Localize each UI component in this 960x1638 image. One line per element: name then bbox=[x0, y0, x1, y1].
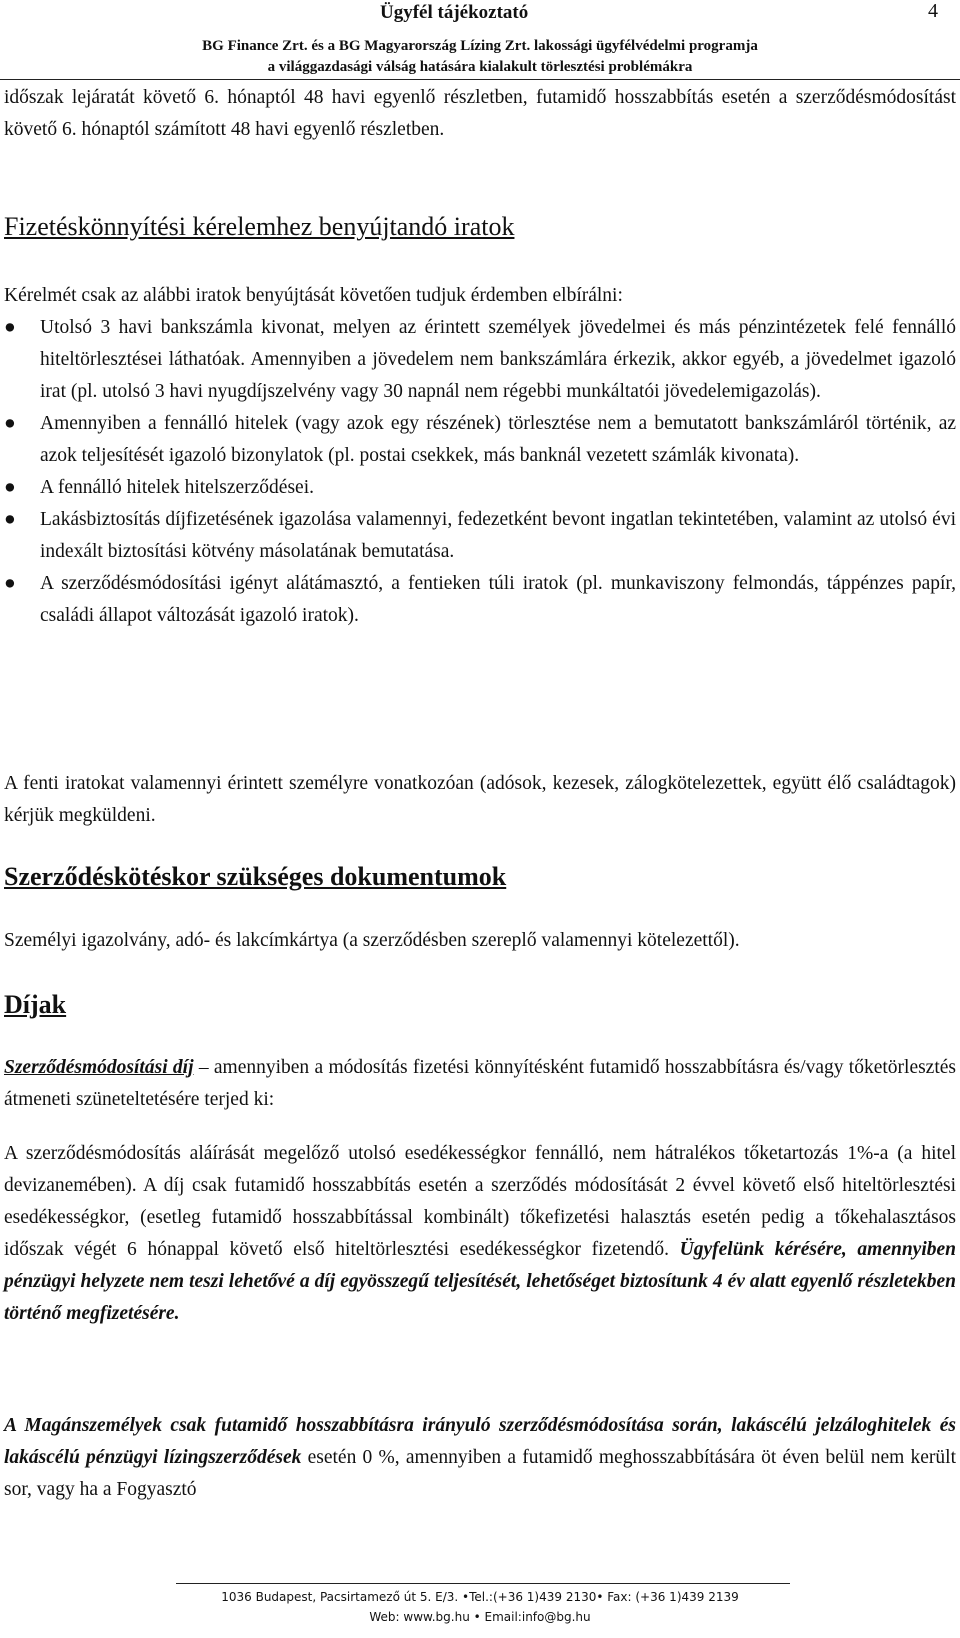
list-item: ● Amennyiben a fennálló hitelek (vagy azok egy részének) törlesztése nem a bemutatott bankszámláról történik, az azok teljesítését igazoló bizonylatok (pl. postai csekkek, más banknál vezetett számlák kivonata). bbox=[0, 408, 956, 472]
section-lead: Kérelmét csak az alábbi iratok benyújtását követően tudjuk érdemben elbírálni: bbox=[4, 285, 623, 306]
page-number: 4 bbox=[928, 0, 938, 22]
private-persons-paragraph bbox=[4, 1410, 956, 1506]
intro-paragraph: időszak lejáratát követő 6. hónaptól 48 havi egyenlő részletben, futamidő hosszabbítás esetén a szerződésmódosítást követő 6. hónaptól számított 48 havi egyenlő részletben. bbox=[4, 87, 956, 140]
fee-definition-paragraph bbox=[4, 1052, 956, 1116]
fee-details-text: A szerződésmódosítás aláírását megelőző utolsó esedékességkor fennálló, nem hátralékos tőketartozás 1%-a (a hitel devizanemében). A díj csak futamidő hosszabbítás esetén a szerződés módosítását 2 évvel követő első hiteltörlesztési esedékességkor, (esetleg futamidő hosszabbítással kombinált) tőkefizetési halasztás esetén pedig a tőkehalasztásos időszak végét 6 hónappal követő első hiteltörlesztési esedékességkor fizetendő. bbox=[4, 1143, 956, 1260]
fee-label: Szerződésmódosítási díj bbox=[4, 1057, 194, 1078]
footer-web-email: Web: www.bg.hu • Email:info@bg.hu bbox=[369, 1610, 591, 1624]
fee-text: – amennyiben a módosítás fizetési könnyítésként futamidő hosszabbításra és/vagy tőketörlesztés átmeneti szüneteltetésére terjed ki: bbox=[4, 1057, 957, 1110]
header-title: Ügyfél tájékoztató bbox=[380, 2, 529, 23]
bullet-icon: ● bbox=[4, 509, 16, 530]
bullet-icon: ● bbox=[4, 477, 16, 498]
bullet-icon: ● bbox=[4, 317, 16, 338]
private-persons-text: esetén 0 %, amennyiben a futamidő meghosszabbítására öt éven belül nem került sor, vagy ha a Fogyasztó bbox=[4, 1447, 956, 1500]
header-subtitle-line1: BG Finance Zrt. és a BG Magyarország Lízing Zrt. lakossági ügyfélvédelmi programja bbox=[202, 38, 758, 54]
contract-docs-text: Személyi igazolvány, adó- és lakcímkártya (a szerződésben szereplő valamennyi kötelezettől). bbox=[4, 930, 740, 951]
fee-installment-note: Ügyfelünk kérésére, amennyiben pénzügyi helyzete nem teszi lehetővé a díj egyösszegű teljesítését, lehetőséget biztosítunk 4 év alatt egyenlő részletekben történő megfizetésére. bbox=[4, 1239, 956, 1324]
section-heading-fees: Díjak bbox=[4, 990, 67, 1019]
footer-address: 1036 Budapest, Pacsirtamező út 5. E/3. •Tel.:(+36 1)439 2130• Fax: (+36 1)439 2139 bbox=[221, 1590, 739, 1604]
section-heading-contract-docs: Szerződéskötéskor szükséges dokumentumok bbox=[4, 862, 507, 891]
footer-divider bbox=[176, 1583, 790, 1584]
bullet-icon: ● bbox=[4, 413, 16, 434]
private-persons-bold: A Magánszemélyek csak futamidő hosszabbításra irányuló szerződésmódosítása során, lakáscélú jelzáloghitelek és lakáscélú pénzügyi lízingszerződések bbox=[4, 1415, 956, 1468]
list-item: ● A szerződésmódosítási igényt alátámasztó, a fentieken túli iratok (pl. munkaviszony felmondás, táppénzes papír, családi állapot változását igazoló iratok). bbox=[0, 568, 956, 632]
header-divider bbox=[0, 79, 960, 80]
required-documents-list bbox=[0, 312, 956, 632]
fee-details-paragraph bbox=[4, 1138, 956, 1330]
closing-paragraph: A fenti iratokat valamennyi érintett személyre vonatkozóan (adósok, kezesek, zálogkötelezettek, együtt élő családtagok) kérjük megküldeni. bbox=[4, 773, 956, 826]
header-subtitle-line2: a világgazdasági válság hatására kialakult törlesztési problémákra bbox=[267, 59, 693, 75]
bullet-icon: ● bbox=[4, 573, 16, 594]
list-item: ● Lakásbiztosítás díjfizetésének igazolása valamennyi, fedezetként bevont ingatlan tekintetében, valamint az utolsó évi indexált biztosítási kötvény másolatának bemutatása. bbox=[0, 504, 956, 568]
section-heading-documents: Fizetéskönnyítési kérelemhez benyújtandó iratok bbox=[4, 212, 515, 241]
list-item: ● Utolsó 3 havi bankszámla kivonat, melyen az érintett személyek jövedelmei és más pénzintézetek felé fennálló hiteltörlesztései láthatóak. Amennyiben a jövedelem nem bankszámlára érkezik, akkor egyéb, a jövedelmet igazoló irat (pl. utolsó 3 havi nyugdíjszelvény vagy 30 napnál nem régebbi munkáltatói jövedelemigazolás). bbox=[0, 312, 956, 408]
list-item: ● A fennálló hitelek hitelszerződései. bbox=[0, 472, 956, 504]
